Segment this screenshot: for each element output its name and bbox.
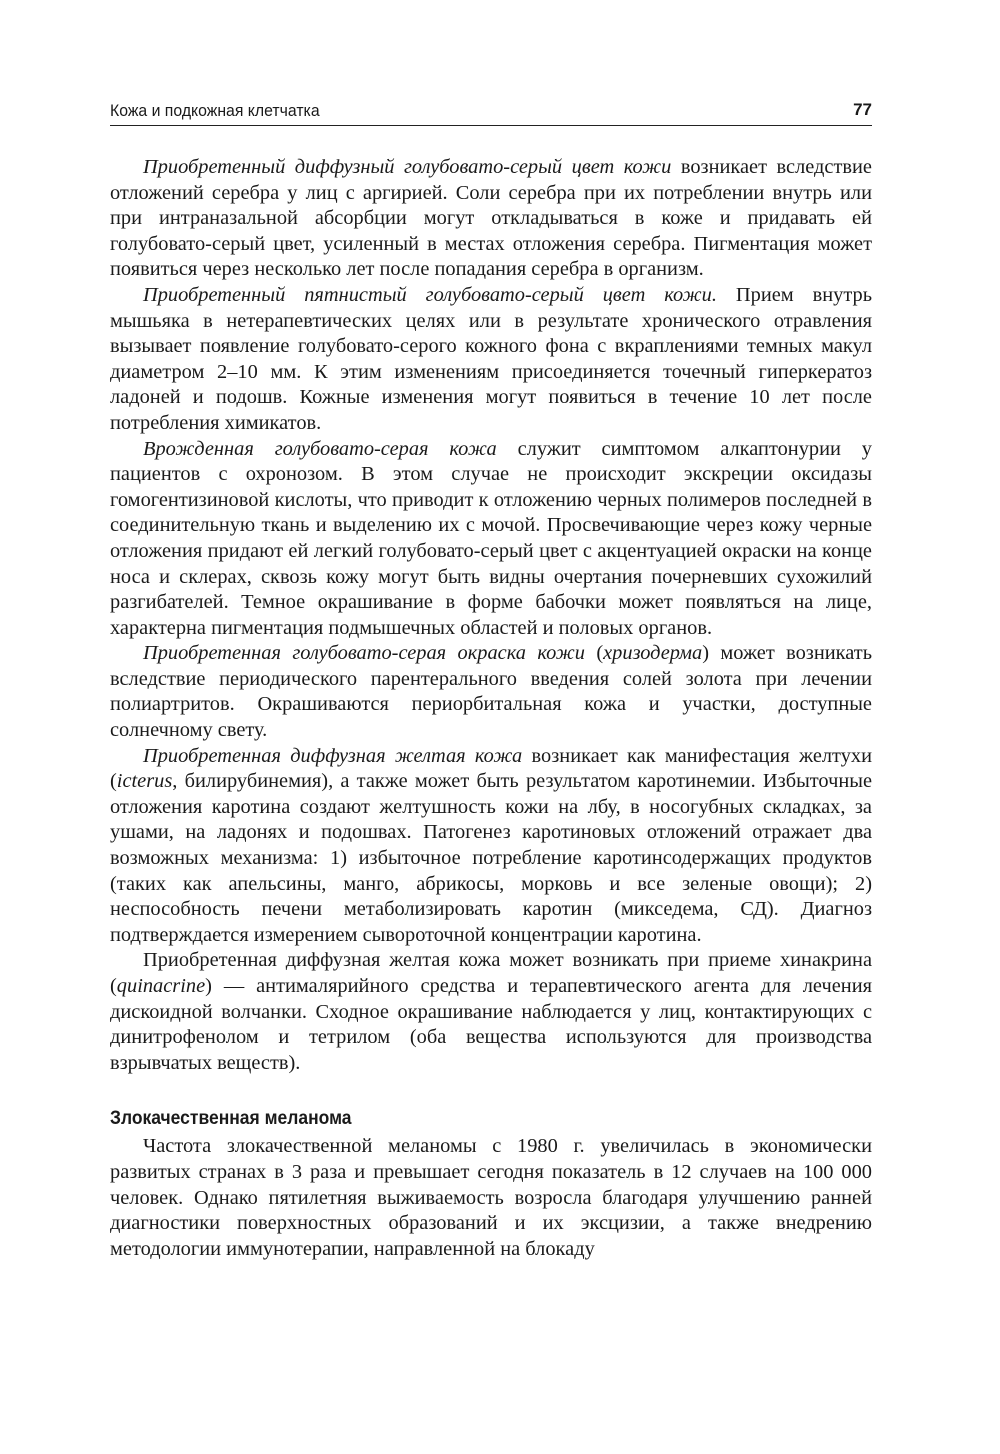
term: Приобретенный пятнистый голубовато-серый цвет кожи. — [143, 283, 717, 306]
paragraph-jaundice: Приобретенная диффузная желтая кожа возникает как манифестация желтухи (icterus, билирубинемия), а также может быть результатом каротинемии. Избыточные отложения каротина создают желтушность кожи на лбу, в носогубных складках, за ушами, на ладонях и подошвах. Патогенез каротиновых отложений отражает два возможных механизма: 1) избыточное потребление каротинсодержащих продуктов (таких как апельсины, манго, абрикосы, морковь и все зеленые овощи); 2) неспособность печени метаболизировать каротин (микседема, СД). Диагноз подтверждается измерением сывороточной концентрации каротина. — [110, 744, 873, 946]
term: quinacrine — [116, 975, 206, 997]
paragraph-melanoma: Частота злокачественной меланомы с 1980 г. увеличилась в экономически развитых странах в 3 раза и превышает сегодня показатель в 12 случаев на 100 000 человек. Однако пятилетняя выживаемость возросла благодаря улучшению ранней диагностики поверхностных образований и их эксцизии, а также внедрению методологии иммунотерапии, направленной на блокаду — [110, 1135, 872, 1260]
paragraph-arsenic: Приобретенный пятнистый голубовато-серый цвет кожи. Прием внутрь мышьяка в нетерапевтических целях или в результате хронического отравления вызывает появление голубовато-серого кожного фона с вкраплениями темных макул диаметром 2–10 мм. К этим изменениям присоединяется точечный гиперкератоз ладоней и подошв. Кожные изменения могут появиться в течение 10 лет после потребления химикатов. — [110, 283, 873, 434]
running-title: Кожа и подкожная клетчатка — [110, 101, 320, 120]
running-header — [110, 99, 872, 126]
term: icterus — [116, 770, 173, 793]
term: Приобретенная голубовато-серая окраска кожи — [143, 642, 585, 665]
paragraph-quinacrine: Приобретенная диффузная желтая кожа может возникать при приеме хинакрина (quinacrine) — антималярийного средства и терапевтического агента для лечения дискоидной волчанки. Сходное окрашивание наблюдается у лиц, контактирующих с динитрофенолом и тетрилом (оба вещества используются для производства взрывчатых веществ). — [110, 949, 872, 1074]
paragraph-ochronosis: Врожденная голубовато-серая кожа служит симптомом алкаптонурии у пациентов с охронозом. В этом случае не происходит экскреции оксидазы гомогентизиновой кислоты, что приводит к отложению черных полимеров последней в соединительную ткань и выделению их с мочой. Просвечивающие через кожу черные отложения придают ей легкий голубовато-серый цвет с акцентуацией окраски на конце носа и склерах, сквозь кожу могут быть видны очертания почерневших сухожилий разгибателей. Темное окрашивание в форме бабочки может появляться на лице, характерна пигментация подмышечных областей и половых органов. — [110, 437, 872, 639]
page-body — [110, 155, 872, 1262]
section-heading: Злокачественная меланома — [110, 1108, 352, 1130]
term: хризодерма — [603, 642, 703, 665]
paragraph-chrysoderma: Приобретенная голубовато-серая окраска кожи (хризодерма) может возникать вследствие периодического парентерального введения солей золота при лечении полиартритов. Окрашиваются периорбитальная кожа и участки, доступные солнечному свету. — [110, 642, 873, 742]
term: Приобретенная диффузная желтая кожа — [143, 744, 523, 767]
page-number: 77 — [853, 100, 872, 119]
term: Приобретенный диффузный голубовато-серый цвет кожи — [143, 156, 672, 178]
term: Врожденная голубовато-серая кожа — [143, 437, 497, 460]
paragraph-argyria: Приобретенный диффузный голубовато-серый цвет кожи возникает вследствие отложений серебра у лиц с аргирией. Соли серебра при их потреблении внутрь или при интраназальной абсорбции могут откладываться в коже и придавать ей голубовато-серый цвет, усиленный в местах отложения серебра. Пигментация может появиться через несколько лет после попадания серебра в организм. — [110, 156, 872, 281]
